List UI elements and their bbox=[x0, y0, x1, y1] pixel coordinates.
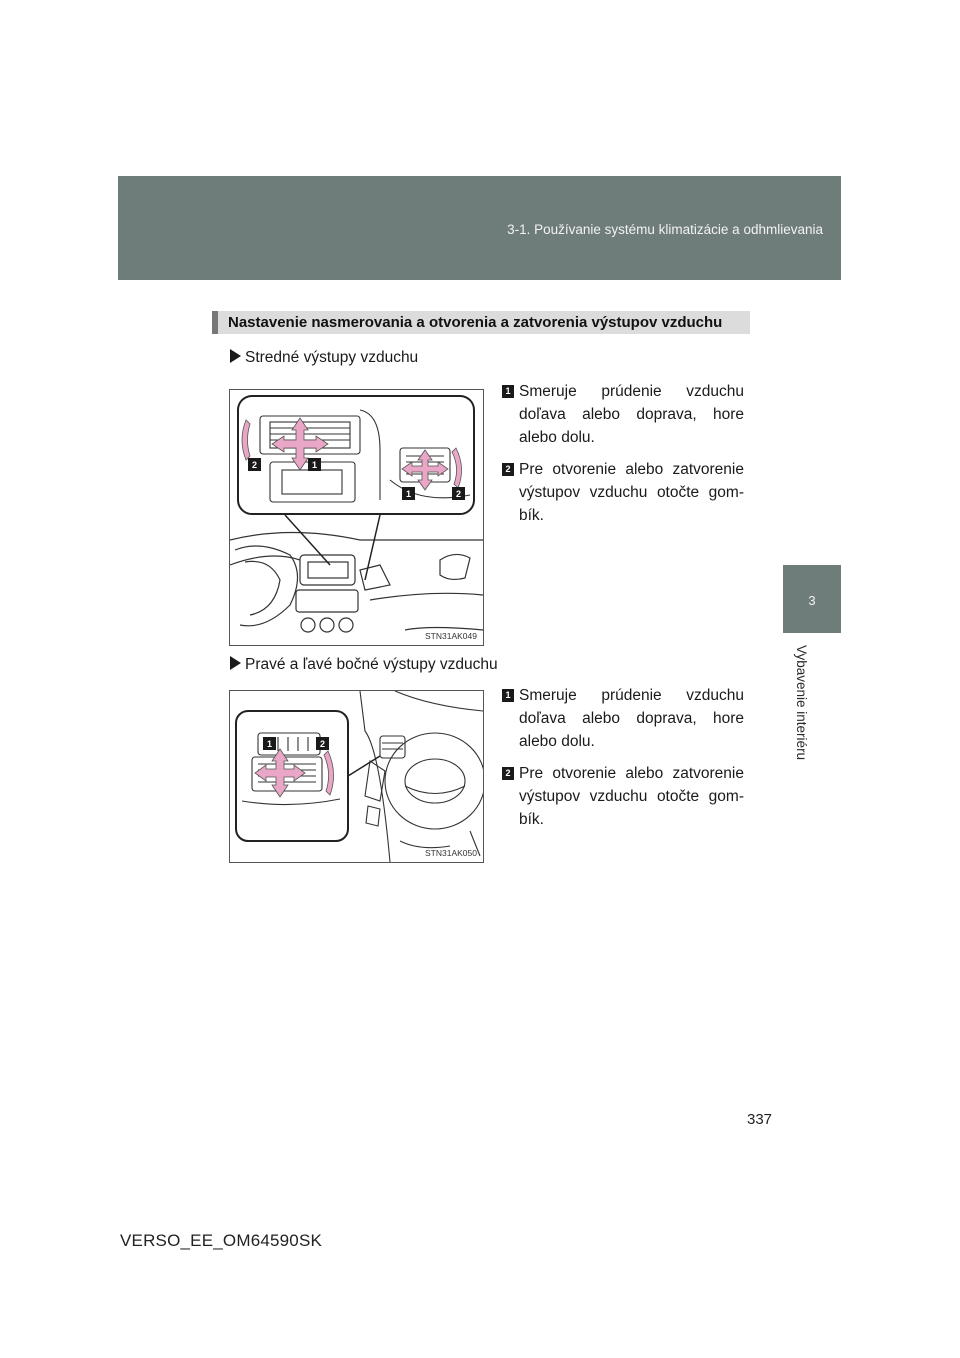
number-badge: 2 bbox=[502, 463, 514, 476]
list-item bbox=[502, 684, 744, 753]
triangle-bullet-icon bbox=[230, 656, 241, 670]
number-badge: 1 bbox=[502, 689, 514, 702]
subheading-side-vents bbox=[230, 656, 498, 674]
description-list-side bbox=[502, 684, 744, 840]
chapter-label: Vybavenie interiéru bbox=[794, 645, 809, 761]
svg-text:2: 2 bbox=[319, 739, 326, 749]
list-item bbox=[502, 458, 744, 527]
number-badge: 2 bbox=[502, 767, 514, 780]
triangle-bullet-icon bbox=[230, 349, 241, 363]
item-text: Pre otvorenie alebo zatvorenie výstupov vzduchu otočte gom-bík. bbox=[519, 765, 744, 828]
dashboard-center-illustration bbox=[230, 390, 483, 645]
svg-text:1: 1 bbox=[405, 489, 412, 499]
subheading-text: Stredné výstupy vzduchu bbox=[245, 349, 419, 366]
list-item bbox=[502, 762, 744, 831]
chapter-number: 3 bbox=[808, 593, 816, 608]
figure-code: STN31AK050 bbox=[425, 848, 477, 858]
subheading-center-vents bbox=[230, 349, 418, 367]
header-band bbox=[118, 176, 841, 280]
figure-code: STN31AK049 bbox=[425, 631, 477, 641]
description-list-center bbox=[502, 380, 744, 536]
number-badge: 1 bbox=[502, 385, 514, 398]
section-heading: Nastavenie nasmerovania a otvorenia a zatvorenia výstupov vzduchu bbox=[212, 311, 750, 334]
page-number: 337 bbox=[747, 1111, 773, 1128]
section-title: 3-1. Používanie systému klimatizácie a odhmlievania bbox=[507, 222, 823, 237]
figure-center-vents bbox=[229, 389, 484, 646]
document-code: VERSO_EE_OM64590SK bbox=[120, 1231, 323, 1250]
svg-text:2: 2 bbox=[455, 489, 462, 499]
list-item bbox=[502, 380, 744, 449]
svg-text:1: 1 bbox=[311, 460, 318, 470]
item-text: Smeruje prúdenie vzduchu doľava alebo doprava, hore alebo dolu. bbox=[519, 687, 744, 750]
svg-text:1: 1 bbox=[266, 739, 273, 749]
item-text: Pre otvorenie alebo zatvorenie výstupov vzduchu otočte gom-bík. bbox=[519, 461, 744, 524]
item-text: Smeruje prúdenie vzduchu doľava alebo doprava, hore alebo dolu. bbox=[519, 383, 744, 446]
figure-side-vents bbox=[229, 690, 484, 863]
subheading-text: Pravé a ľavé bočné výstupy vzduchu bbox=[245, 656, 498, 673]
chapter-tab bbox=[783, 565, 841, 633]
dashboard-side-illustration bbox=[230, 691, 483, 862]
svg-text:2: 2 bbox=[251, 460, 258, 470]
